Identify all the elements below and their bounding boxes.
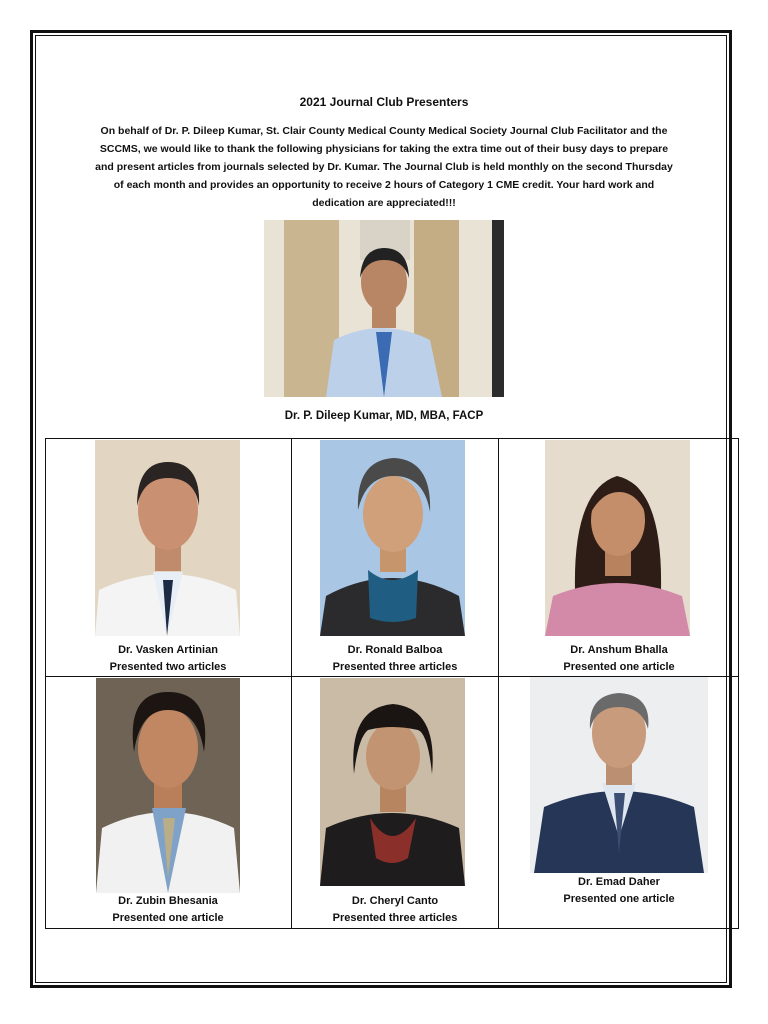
presenter-photo [96,678,240,893]
presenter-articles: Presented three articles [332,912,458,924]
presenter-name: Dr. Ronald Balboa [347,644,443,656]
presenter-caption [292,642,498,676]
presenter-articles: Presented three articles [332,661,458,673]
presenter-caption [499,642,739,676]
presenter-articles: Presented two articles [109,661,227,673]
presenter-caption [45,642,291,676]
presenter-articles: Presented one article [563,893,675,905]
presenter-caption [292,893,498,927]
presenter-articles: Presented one article [563,661,675,673]
table-divider [291,438,292,929]
table-divider [498,438,499,929]
presenter-caption [45,893,291,927]
presenter-photo [320,678,465,886]
presenter-articles: Presented one article [112,912,224,924]
facilitator-caption: Dr. P. Dileep Kumar, MD, MBA, FACP [284,410,484,422]
presenter-photo [530,677,708,873]
presenter-name: Dr. Anshum Bhalla [570,644,668,656]
presenter-photo [95,440,240,636]
presenter-name: Dr. Emad Daher [578,876,660,888]
facilitator-photo [264,220,504,397]
presenter-caption [499,874,739,908]
presenter-photo [545,440,690,636]
presenter-name: Dr. Zubin Bhesania [118,895,218,907]
presenter-name: Dr. Vasken Artinian [118,644,218,656]
page-title: 2021 Journal Club Presenters [299,95,469,109]
intro-paragraph: On behalf of Dr. P. Dileep Kumar, St. Clair County Medical County Medical Society Journal Club Facilitator and the SCCMS, we would like to thank the following physicians for taking the extra time out of their busy days to prepare and present articles from journals selected by Dr. Kumar. The Journal Club is held monthly on the second Thursday of each month and provides an opportunity to receive 2 hours of Category 1 CME credit. Your hard work and dedication are appreciated!!! [95,125,673,209]
presenter-name: Dr. Cheryl Canto [351,895,439,907]
presenter-photo [320,440,465,636]
